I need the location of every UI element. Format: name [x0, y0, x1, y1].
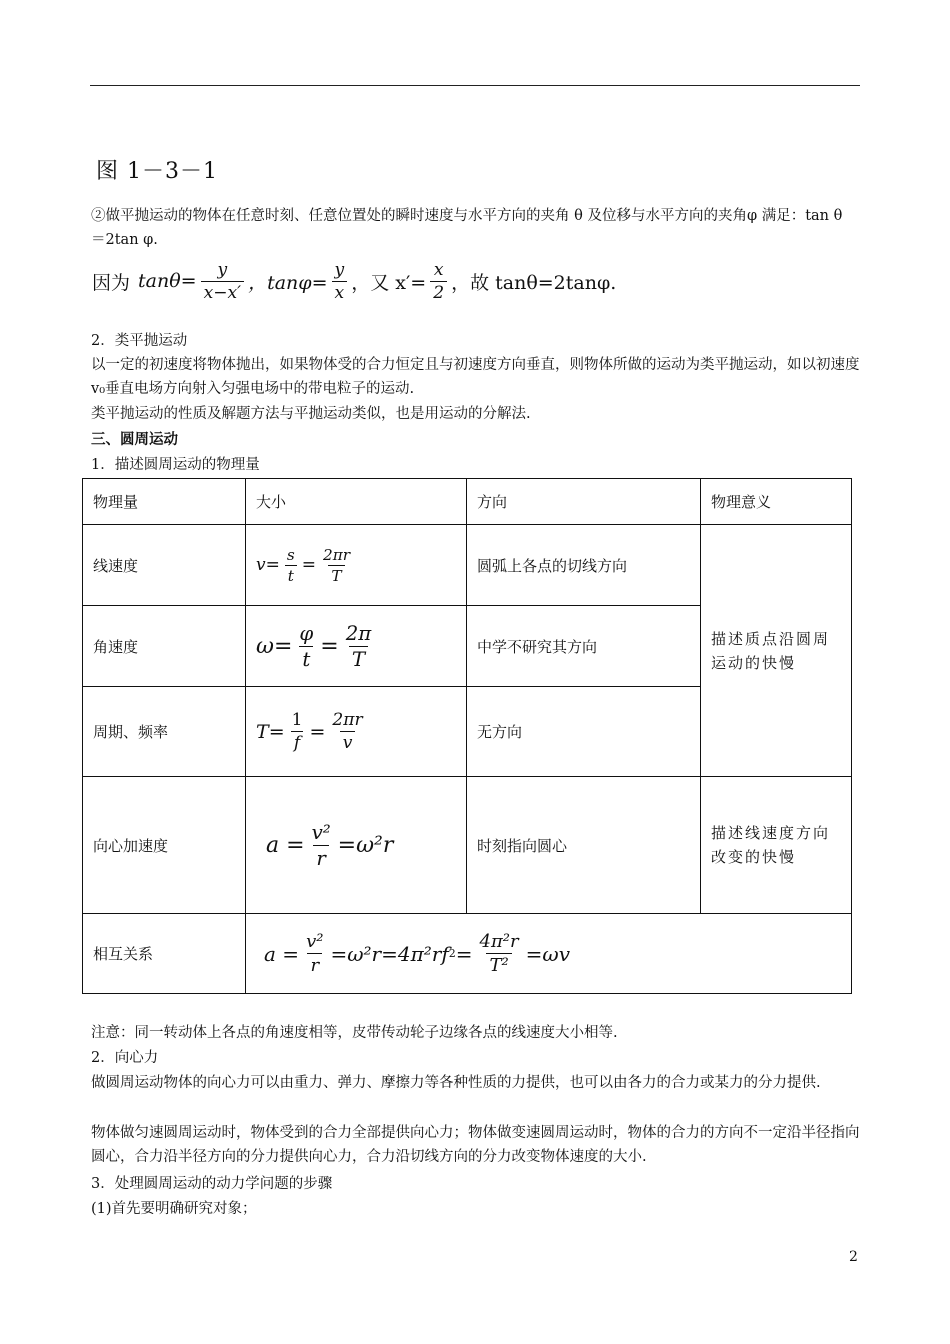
meaning-direction-change — [701, 777, 852, 914]
symbol-v: v — [256, 555, 266, 575]
formula-because: 因为 — [92, 271, 131, 294]
row-direction-period: 无方向 — [467, 687, 701, 777]
row-direction-linear-velocity: 圆弧上各点的切线方向 — [467, 525, 701, 606]
numerator: y — [334, 259, 345, 280]
symbol-a: a — [266, 832, 280, 858]
denominator: T — [328, 565, 344, 585]
denominator: r — [313, 845, 328, 870]
section-title-quasi-projectile: 2．类平抛运动 — [91, 333, 188, 349]
row-direction-angular-velocity: 中学不研究其方向 — [467, 606, 701, 687]
section-title-circular-motion: 三、圆周运动 — [91, 431, 178, 448]
denominator: v — [340, 731, 356, 753]
numerator: φ — [299, 621, 314, 645]
numerator: v² — [311, 820, 331, 844]
row-name-period-frequency: 周期、频率 — [83, 687, 246, 777]
fraction-v2-over-r — [303, 931, 326, 976]
symbol-omega: ω — [256, 633, 274, 659]
symbol-omega2-r: ω²r — [356, 832, 394, 858]
header-quantity: 物理量 — [83, 479, 246, 525]
formula-tan-theta: tanθ= — [138, 270, 197, 292]
fraction-2pir-over-v — [329, 710, 365, 753]
header-direction: 方向 — [467, 479, 701, 525]
numerator: 2πr — [322, 545, 351, 564]
denominator: T² — [486, 953, 511, 976]
denominator: t — [299, 646, 313, 671]
paragraph-centripetal-sources: 做圆周运动物体的向心力可以由重力、弹力、摩擦力等各种性质的力提供，也可以由各力的合力或某力的分力提供. — [91, 1075, 821, 1091]
row-name-relations: 相互关系 — [83, 914, 246, 994]
denominator: x−x′ — [201, 281, 245, 303]
fraction-phi-over-t — [296, 622, 316, 671]
symbol-a: a — [264, 941, 276, 966]
numerator: v² — [306, 931, 324, 952]
fraction-y-over-x — [332, 260, 348, 303]
formula-angular-velocity: ω = $\frac{\varphi}{t}$ = $\frac{2\pi}{T}$ — [246, 606, 467, 687]
formula-relations: a = $\frac{\text{v²}}{r}$ = ω²r = 4π²r f 2 = $\frac{\text{4π²r}}{\text{T²}}$ = ω v — [246, 914, 852, 994]
paragraph-uniform-vs-variable: 物体做匀速圆周运动时，物体受到的合力全部提供向心力；物体做变速圆周运动时，物体的合力的方向不一定沿半径指向圆心，合力沿半径方向的分力提供向心力，合力沿切线方向的分力改变物体速度的大小. — [91, 1125, 860, 1165]
formula-period: T = $\frac{1}{f}$ = $\frac{2\pi r}{v}$ — [246, 687, 467, 777]
quantities-table — [82, 478, 852, 994]
step-1: (1)首先要明确研究对象； — [91, 1201, 257, 1217]
meaning-speed — [701, 525, 852, 777]
symbol-omega: ω — [542, 941, 559, 966]
fraction-y-over-x-minus-xp — [201, 260, 245, 303]
figure-caption: 图 1－3－1 — [96, 159, 218, 184]
symbol-omega2-r: ω²r — [347, 941, 382, 966]
numerator: 4π²r — [479, 931, 519, 952]
formula-conclusion: ，故 tanθ=2tanφ. — [451, 271, 617, 294]
denominator: t — [285, 565, 297, 585]
fraction-2pir-over-T — [320, 546, 353, 585]
symbol-v: v — [558, 941, 570, 966]
page-number: 2 — [849, 1249, 858, 1265]
fraction-2pi-over-T — [343, 622, 375, 671]
symbol-f: f — [441, 941, 449, 966]
fraction-4pi2r-over-T2 — [477, 931, 522, 976]
meaning-speed-text: 描述质点沿圆周运动的快慢 — [711, 629, 831, 672]
formula-centripetal-acceleration: a = $\frac{\text{v²}}{r}$ = ω²r — [246, 777, 467, 914]
numerator: s — [286, 545, 295, 564]
denominator: f — [291, 731, 303, 753]
fraction-v2-over-r — [309, 821, 334, 870]
table-header-row — [83, 479, 852, 525]
paragraph-quasi-projectile-def: 以一定的初速度将物体抛出，如果物体受的合力恒定且与初速度方向垂直，则物体所做的运动为类平抛运动，如以初速度 v₀垂直电场方向射入匀强电场中的带电粒子的运动. — [91, 357, 860, 397]
fraction-x-over-2 — [430, 260, 447, 303]
subsection-title-quantities: 1．描述圆周运动的物理量 — [91, 457, 260, 473]
numerator: y — [217, 259, 228, 280]
table-row — [83, 525, 852, 606]
formula-you: ，又 x′= — [351, 271, 427, 294]
denominator: x — [332, 281, 348, 303]
fraction-s-over-t — [284, 546, 298, 585]
formula-linear-velocity: v = $\frac{s}{t}$ = $\frac{2\pi r}{T}$ — [246, 525, 467, 606]
symbol-4pi2-r: 4π²r — [397, 941, 442, 966]
header-rule — [90, 85, 860, 86]
note: 注意：同一转动体上各点的角速度相等，皮带传动轮子边缘各点的线速度大小相等. — [91, 1025, 618, 1041]
table-row — [83, 914, 852, 994]
table-row — [83, 777, 852, 914]
section-title-centripetal-force: 2．向心力 — [91, 1050, 159, 1066]
header-meaning: 物理意义 — [701, 479, 852, 525]
symbol-T: T — [256, 720, 269, 743]
header-magnitude: 大小 — [246, 479, 467, 525]
denominator: 2 — [430, 281, 447, 303]
denominator: r — [307, 953, 322, 976]
row-direction-centripetal: 时刻指向圆心 — [467, 777, 701, 914]
section-title-steps: 3．处理圆周运动的动力学问题的步骤 — [91, 1176, 333, 1192]
formula-tan-phi: ，tanφ= — [248, 271, 328, 294]
row-name-angular-velocity: 角速度 — [83, 606, 246, 687]
paragraph-theta-phi: ②做平抛运动的物体在任意时刻、任意位置处的瞬时速度与水平方向的夹角 θ 及位移与水平方向的夹角φ 满足：tan θ ＝2tan φ. — [91, 208, 843, 248]
paragraph-quasi-projectile-method: 类平抛运动的性质及解题方法与平抛运动类似，也是用运动的分解法. — [91, 406, 531, 422]
fraction-1-over-f — [289, 710, 306, 753]
numerator: x — [433, 259, 444, 280]
meaning-direction-change-text: 描述线速度方向改变的快慢 — [711, 824, 831, 866]
row-name-centripetal-acceleration: 向心加速度 — [83, 777, 246, 914]
numerator: 1 — [291, 710, 303, 730]
numerator: 2πr — [332, 710, 363, 730]
formula-line — [92, 256, 616, 306]
denominator: T — [349, 646, 368, 671]
row-name-linear-velocity: 线速度 — [83, 525, 246, 606]
numerator: 2π — [345, 621, 372, 645]
